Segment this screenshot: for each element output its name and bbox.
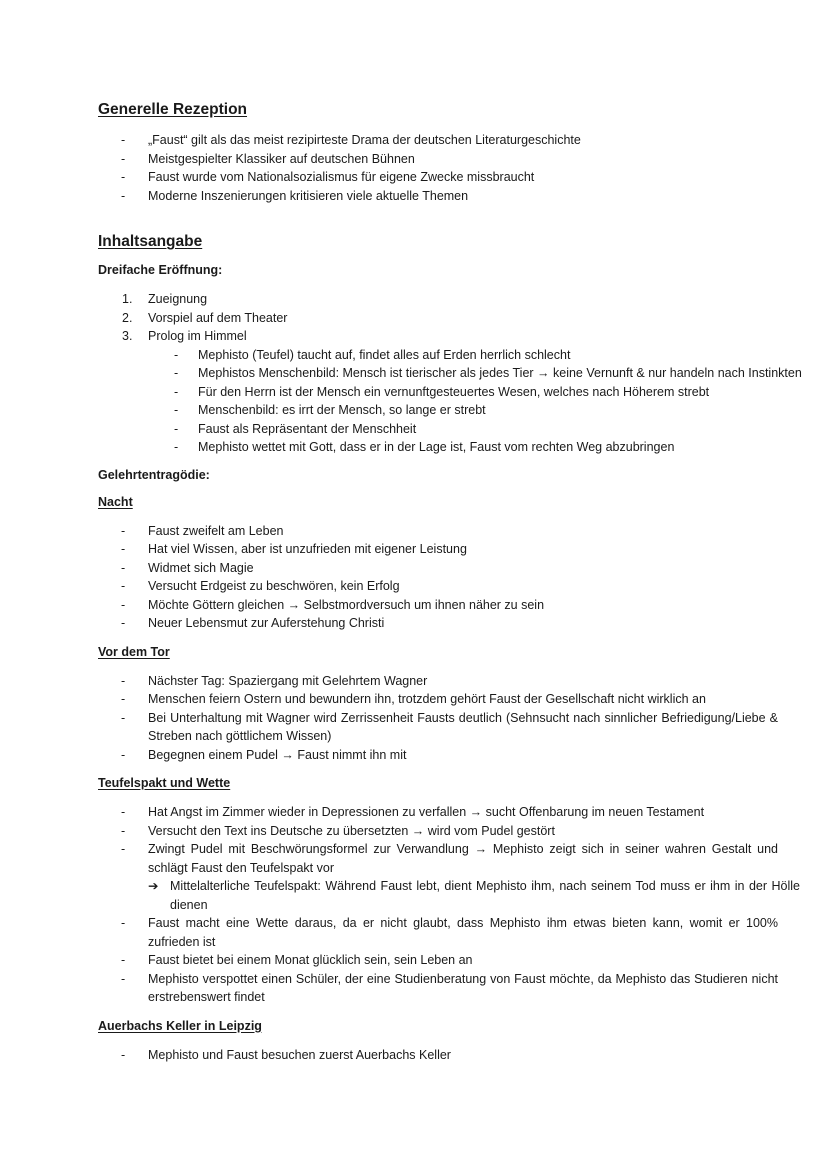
list-item: - Möchte Göttern gleichen → Selbstmordversuch um ihnen näher zu sein	[121, 597, 545, 612]
list-item: - Meistgespielter Klassiker auf deutschen Bühnen	[121, 151, 415, 166]
list-teufelspakt	[98, 803, 800, 1007]
list-item: 1. Zueignung	[122, 292, 208, 306]
list-item: - Faust bietet bei einem Monat glücklich sein, sein Leben an	[121, 953, 473, 967]
list-vor-dem-tor	[98, 672, 778, 765]
list-item: - Mephistos Menschenbild: Mensch ist tierischer als jedes Tier → keine Vernunft & nur handeln nach Instinkten	[174, 366, 802, 380]
list-item: - Mephisto wettet mit Gott, dass er in der Lage ist, Faust vom rechten Weg abzubringen	[174, 440, 675, 454]
arrow-list-item: ➔ Mittelalterliche Teufelspakt: Während Faust lebt, dient Mephisto ihm, nach seinem Tod muss er ihm in der Hölle dienen	[148, 879, 800, 912]
arrow-icon: ➔	[148, 879, 159, 893]
list-eroeffnung	[98, 290, 730, 346]
list-item: - Hat viel Wissen, aber ist unzufrieden mit eigener Leistung	[121, 542, 467, 556]
list-item: - Neuer Lebensmut zur Auferstehung Christi	[121, 616, 385, 630]
section-title-rezeption: Generelle Rezeption	[98, 101, 248, 118]
list-item: - Mephisto (Teufel) taucht auf, findet alles auf Erden herrlich schlecht	[174, 347, 571, 362]
list-item: - Faust zweifelt am Leben	[121, 523, 284, 538]
list-item: - Mephisto verspottet einen Schüler, der eine Studienberatung von Faust möchte, da Mephisto das Studieren nicht erstrebenswert findet	[121, 971, 778, 1004]
list-prolog-sub	[98, 346, 802, 457]
list-item: - Faust macht eine Wette daraus, da er nicht glaubt, dass Mephisto ihm etwas bieten kann, womit er 100% zufrieden ist	[121, 916, 778, 949]
subheading-nacht: Nacht	[98, 494, 133, 509]
list-item: - Widmet sich Magie	[121, 560, 254, 575]
list-item: - Moderne Inszenierungen kritisieren viele aktuelle Themen	[121, 188, 469, 203]
subheading-vor-dem-tor: Vor dem Tor	[98, 644, 170, 659]
subheading-teufelspakt: Teufelspakt und Wette	[98, 776, 231, 790]
section-title-inhalt: Inhaltsangabe	[98, 233, 203, 250]
subheading-auerbachs-keller: Auerbachs Keller in Leipzig	[98, 1018, 262, 1033]
list-item: - Bei Unterhaltung mit Wagner wird Zerrissenheit Fausts deutlich (Sehnsucht nach sinnlicher Befriedigung/Liebe & Streben nach göttlichem Wissen)	[121, 710, 778, 743]
list-auerbachs-keller	[98, 1046, 730, 1065]
list-item: - Mephisto und Faust besuchen zuerst Auerbachs Keller	[121, 1047, 451, 1062]
heading-eroeffnung: Dreifache Eröffnung:	[98, 263, 223, 277]
list-nacht	[98, 522, 730, 633]
list-item: - Menschenbild: es irrt der Mensch, so lange er strebt	[174, 403, 486, 417]
list-item: - Nächster Tag: Spaziergang mit Gelehrtem Wagner	[121, 673, 428, 688]
heading-gelehrten: Gelehrtentragödie:	[98, 467, 210, 482]
list-item: - Menschen feiern Ostern und bewundern ihn, trotzdem gehört Faust der Gesellschaft nicht wirklich an	[121, 692, 706, 706]
list-item: - Zwingt Pudel mit Beschwörungsformel zur Verwandlung → Mephisto zeigt sich in seiner wahren Gestalt und schlägt Faust den Teufelspakt vor	[121, 842, 778, 875]
list-item: - Hat Angst im Zimmer wieder in Depressionen zu verfallen → sucht Offenbarung im neuen Testament	[121, 805, 705, 819]
list-item: 2. Vorspiel auf dem Theater	[122, 310, 288, 325]
list-item: - Versucht den Text ins Deutsche zu übersetzten → wird vom Pudel gestört	[121, 823, 555, 838]
list-rezeption	[98, 131, 730, 205]
list-item: - Faust als Repräsentant der Menschheit	[174, 421, 417, 436]
list-item: 3. Prolog im Himmel	[122, 329, 247, 343]
list-item: - Begegnen einem Pudel → Faust nimmt ihn mit	[121, 747, 407, 762]
list-item: - Für den Herrn ist der Mensch ein vernunftgesteuertes Wesen, welches nach Höherem strebt	[174, 384, 710, 399]
list-item: - Faust wurde vom Nationalsozialismus für eigene Zwecke missbraucht	[121, 170, 535, 184]
list-item: - „Faust“ gilt als das meist rezipirteste Drama der deutschen Literaturgeschichte	[121, 133, 581, 147]
list-item: - Versucht Erdgeist zu beschwören, kein Erfolg	[121, 579, 400, 593]
